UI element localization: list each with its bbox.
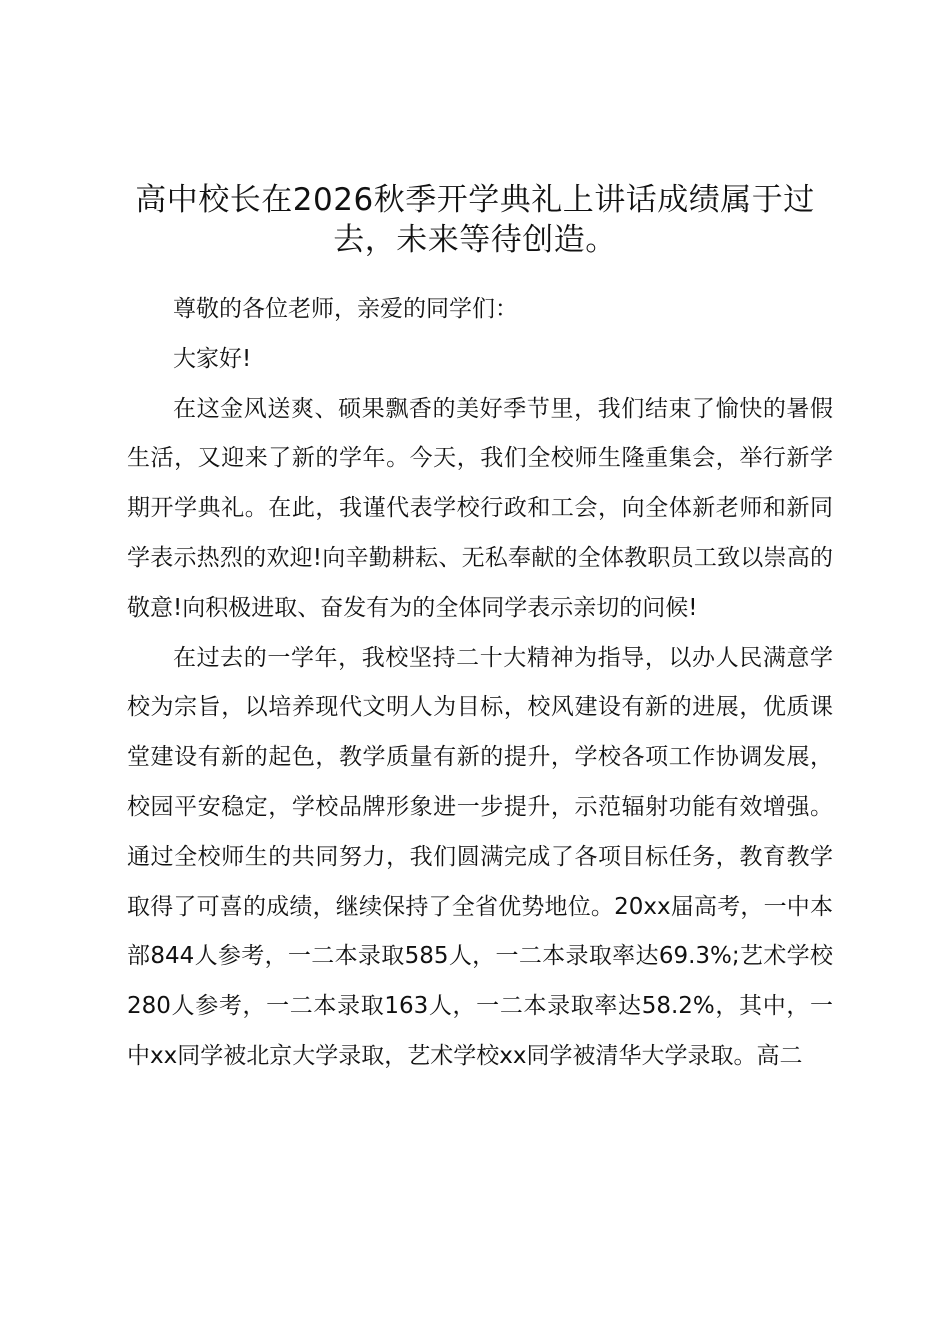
greeting-paragraph: 大家好! [173, 345, 252, 372]
document-body [127, 285, 833, 1082]
welcome-paragraph: 在这金风送爽、硕果飘香的美好季节里，我们结束了愉快的暑假生活，又迎来了新的学年。今天，我们全校师生隆重集会，举行新学期开学典礼。在此，我谨代表学校行政和工会，向全体新老师和新同学表示热烈的欢迎!向辛勤耕耘、无私奉献的全体教职员工致以崇高的敬意!向积极进取、奋发有为的全体同学表示亲切的问候! [127, 395, 833, 621]
achievement-paragraph: 在过去的一学年，我校坚持二十大精神为指导，以办人民满意学校为宗旨，以培养现代文明人为目标，校风建设有新的进展，优质课堂建设有新的起色，教学质量有新的提升，学校各项工作协调发展，校园平安稳定，学校品牌形象进一步提升，示范辐射功能有效增强。通过全校师生的共同努力，我们圆满完成了各项目标任务，教育教学取得了可喜的成绩，继续保持了全省优势地位。20xx届高考，一中本部844人参考，一二本录取585人，一二本录取率达69.3%;艺术学校280人参考，一二本录取163人，一二本录取率达58.2%，其中，一中xx同学被北京大学录取，艺术学校xx同学被清华大学录取。高二 [127, 644, 833, 1069]
document-title: 高中校长在2026秋季开学典礼上讲话成绩属于过去，未来等待创造。 [135, 182, 815, 258]
salutation-paragraph: 尊敬的各位老师，亲爱的同学们： [173, 296, 518, 322]
